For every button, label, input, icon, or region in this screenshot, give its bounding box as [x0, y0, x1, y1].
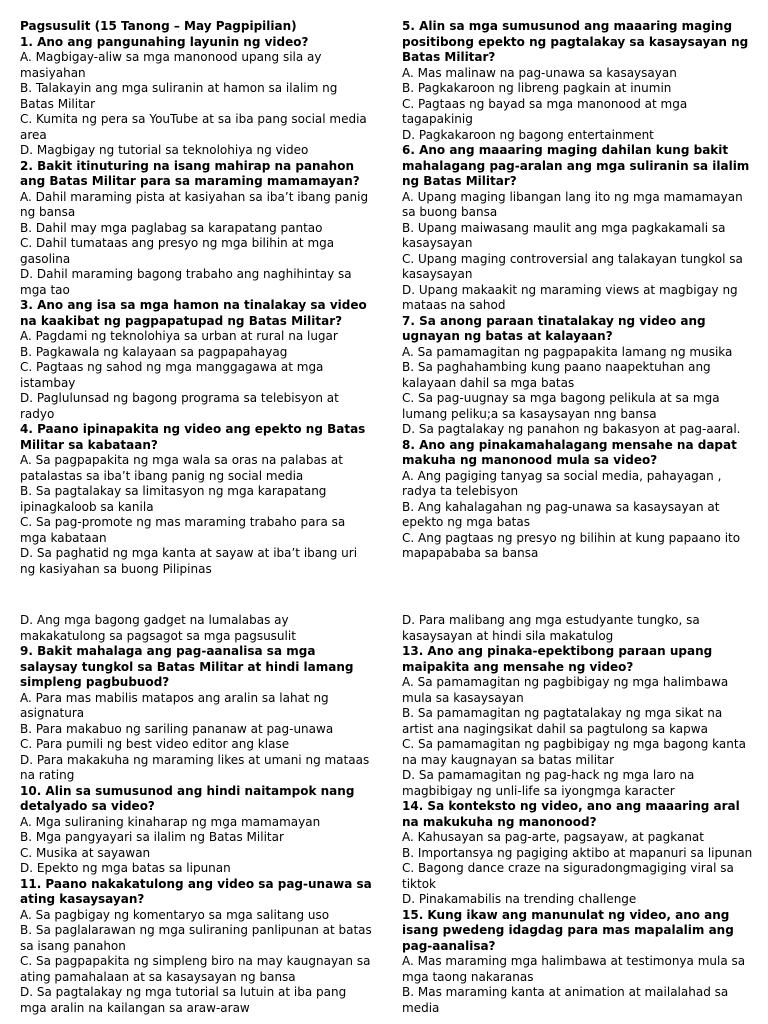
answer-option: D. Ang mga bagong gadget na lumalabas ay makakatulong sa pagsagot sa mga pagsusulit [20, 613, 296, 643]
answer-option: D. Para makakuha ng maraming likes at umani ng mataas na rating [20, 752, 370, 782]
answer-option: A. Dahil maraming pista at kasiyahan sa iba’t ibang panig ng bansa [20, 189, 369, 219]
answer-option: C. Sa pagpapakita ng simpleng biro na may kaugnayan sa ating pamahalaan at sa kasaysayan ng bansa [20, 954, 371, 984]
answer-option: C. Sa pamamagitan ng pagbibigay ng mga bagong kanta na may kaugnayan sa batas militar [402, 737, 746, 767]
answer-option: A. Kahusayan sa pag-arte, pagsayaw, at pagkanat [402, 830, 704, 844]
answer-option: C. Upang maging controversial ang talakayan tungkol sa kasaysayan [402, 251, 743, 281]
answer-option: D. Sa pamamagitan ng pag-hack ng mga laro na magbibigay ng unli-life sa iyongmga karacter [402, 768, 695, 798]
answer-option: A. Sa pagpapakita ng mga wala sa oras na palabas at patalastas sa iba’t ibang panig ng social media [20, 453, 343, 483]
answer-option: A. Sa pagbigay ng komentaryo sa mga salitang uso [20, 907, 330, 922]
question-text: 14. Sa konteksto ng video, ano ang maaaring aral na makukuha ng manonood? [402, 799, 740, 829]
question-text: 10. Alin sa sumusunod ang hindi naitampok nang detalyado sa video? [20, 783, 355, 813]
answer-option: D. Upang makaakit ng maraming views at magbigay ng mataas na sahod [402, 282, 738, 312]
answer-option: D. Epekto ng mga batas sa lipunan [20, 861, 231, 875]
question-text: 13. Ano ang pinaka-epektibong paraan upang maipakita ang mensahe ng video? [402, 644, 713, 674]
question-text: 7. Sa anong paraan tinatalakay ng video ang ugnayan ng batas at kalayaan? [402, 313, 706, 343]
answer-option: B. Sa pamamagitan ng pagtatalakay ng mga sikat na artist ana nagingsikat dahil sa pagtulong sa kapwa [402, 706, 723, 736]
answer-option: D. Magbigay ng tutorial sa teknolohiya ng video [20, 143, 309, 157]
answer-option: B. Dahil may mga paglabag sa karapatang pantao [20, 220, 323, 235]
quiz-title: Pagsusulit (15 Tanong – May Pagpipilian) [20, 19, 297, 33]
question-text: 1. Ano ang pangunahing layunin ng video? [20, 34, 309, 49]
answer-option: B. Importansya ng pagiging aktibo at mapanuri sa lipunan [402, 845, 753, 860]
answer-option: D. Para malibang ang mga estudyante tungko, sa kasaysayan at hindi sila makatulog [402, 613, 700, 643]
page-top-left-column [20, 19, 372, 577]
answer-option: B. Pagkawala ng kalayaan sa pagpapahayag [20, 344, 288, 359]
answer-option: A. Upang maging libangan lang ito ng mga mamamayan sa buong bansa [402, 189, 743, 219]
answer-option: A. Para mas mabilis matapos ang aralin sa lahat ng asignatura [20, 690, 329, 720]
answer-option: C. Dahil tumataas ang presyo ng mga bilihin at mga gasolina [20, 236, 335, 266]
answer-option: B. Para makabuo ng sariling pananaw at pag-unawa [20, 721, 334, 736]
answer-option: B. Ang kahalagahan ng pag-unawa sa kasaysayan at epekto ng mga batas [402, 499, 720, 529]
page-bottom-left-column [20, 613, 372, 1016]
answer-option: A. Mas malinaw na pag-unawa sa kasaysayan [402, 65, 677, 80]
answer-option: C. Para pumili ng best video editor ang klase [20, 737, 290, 751]
answer-option: B. Sa pagtalakay sa limitasyon ng mga karapatang ipinagkaloob sa kanila [20, 484, 327, 514]
question-text: 11. Paano nakakatulong ang video sa pag-unawa sa ating kasaysayan? [20, 876, 372, 906]
question-text: 4. Paano ipinapakita ng video ang epekto ng Batas Militar sa kabataan? [20, 422, 366, 452]
answer-option: C. Ang pagtaas ng presyo ng bilihin at kung papaano ito mapapababa sa bansa [402, 530, 741, 560]
answer-option: A. Ang pagiging tanyag sa social media, pahayagan , radya ta telebisyon [402, 468, 722, 498]
answer-option: A. Pagdami ng teknolohiya sa urban at rural na lugar [20, 329, 338, 343]
answer-option: D. Sa pagtalakay ng mga tutorial sa lutuin at iba pang mga aralin na kailangan sa araw-araw [20, 985, 347, 1015]
answer-option: A. Sa pamamagitan ng pagbibigay ng mga halimbawa mula sa kasaysayan [402, 675, 729, 705]
page-bottom-right-column [402, 613, 754, 1016]
answer-option: B. Sa paghahambing kung paano naapektuhan ang kalayaan dahil sa mga batas [402, 360, 711, 390]
answer-option: D. Dahil maraming bagong trabaho ang naghihintay sa mga tao [20, 267, 352, 297]
answer-option: C. Sa pag-uugnay sa mga bagong pelikula at sa mga lumang peliku;a sa kasaysayan nng bansa [402, 391, 720, 421]
answer-option: D. Pagkakaroon ng bagong entertainment [402, 127, 654, 142]
answer-option: A. Sa pamamagitan ng pagpapakita lamang ng musika [402, 344, 733, 359]
question-text: 15. Kung ikaw ang manunulat ng video, ano ang isang pwedeng idagdag para mas mapalalim ang pag-aanalisa? [402, 907, 734, 953]
answer-option: B. Sa paglalarawan ng mga suliraning panlipunan at batas sa isang panahon [20, 923, 372, 953]
answer-option: C. Bagong dance craze na siguradongmagiging viral sa tiktok [402, 861, 734, 891]
question-text: 6. Ano ang maaaring maging dahilan kung bakit mahalagang pag-aralan ang mga suliranin sa ilalim ng Batas Militar? [402, 143, 750, 188]
answer-option: C. Pagtaas ng bayad sa mga manonood at mga tagapakinig [402, 96, 688, 126]
answer-option: D. Sa pagtalakay ng panahon ng bakasyon at pag-aaral. [402, 422, 741, 436]
answer-option: D. Pinakamabilis na trending challenge [402, 892, 637, 906]
question-text: 5. Alin sa mga sumusunod ang maaaring maging positibong epekto ng pagtalakay sa kasaysayan ng Batas Militar? [402, 19, 749, 64]
answer-option: B. Talakayin ang mga suliranin at hamon sa ilalim ng Batas Militar [20, 81, 338, 111]
answer-option: C. Sa pag-promote ng mas maraming trabaho para sa mga kabataan [20, 515, 346, 545]
answer-option: A. Mga suliraning kinaharap ng mga mamamayan [20, 814, 321, 829]
question-text: 9. Bakit mahalaga ang pag-aanalisa sa mga salaysay tungkol sa Batas Militar at hindi lamang simpleng pagbubuod? [20, 644, 354, 689]
answer-option: C. Kumita ng pera sa YouTube at sa iba pang social media area [20, 112, 367, 142]
answer-option: D. Sa paghatid ng mga kanta at sayaw at iba’t ibang uri ng kasiyahan sa buong Pilipinas [20, 546, 358, 576]
answer-option: D. Paglulunsad ng bagong programa sa telebisyon at radyo [20, 391, 339, 421]
page-top-right-column [402, 19, 754, 562]
question-text: 3. Ano ang isa sa mga hamon na tinalakay sa video na kaakibat ng pagpapatupad ng Batas Militar? [20, 298, 367, 328]
question-text: 2. Bakit itinuturing na isang mahirap na panahon ang Batas Militar para sa maraming mamamayan? [20, 158, 360, 188]
answer-option: B. Mga pangyayari sa ilalim ng Batas Militar [20, 830, 284, 844]
question-text: 8. Ano ang pinakamahalagang mensahe na dapat makuha ng manonood mula sa video? [402, 437, 737, 467]
answer-option: B. Pagkakaroon ng libreng pagkain at inumin [402, 81, 672, 95]
answer-option: C. Pagtaas ng sahod ng mga manggagawa at mga istambay [20, 360, 324, 390]
answer-option: A. Mas maraming mga halimbawa at testimonya mula sa mga taong nakaranas [402, 954, 746, 984]
answer-option: B. Mas maraming kanta at animation at mailalahad sa media [402, 985, 729, 1015]
answer-option: B. Upang maiwasang maulit ang mga pagkakamali sa kasaysayan [402, 220, 726, 250]
answer-option: C. Musika at sayawan [20, 845, 151, 860]
answer-option: A. Magbigay-aliw sa mga manonood upang sila ay masiyahan [20, 50, 322, 80]
